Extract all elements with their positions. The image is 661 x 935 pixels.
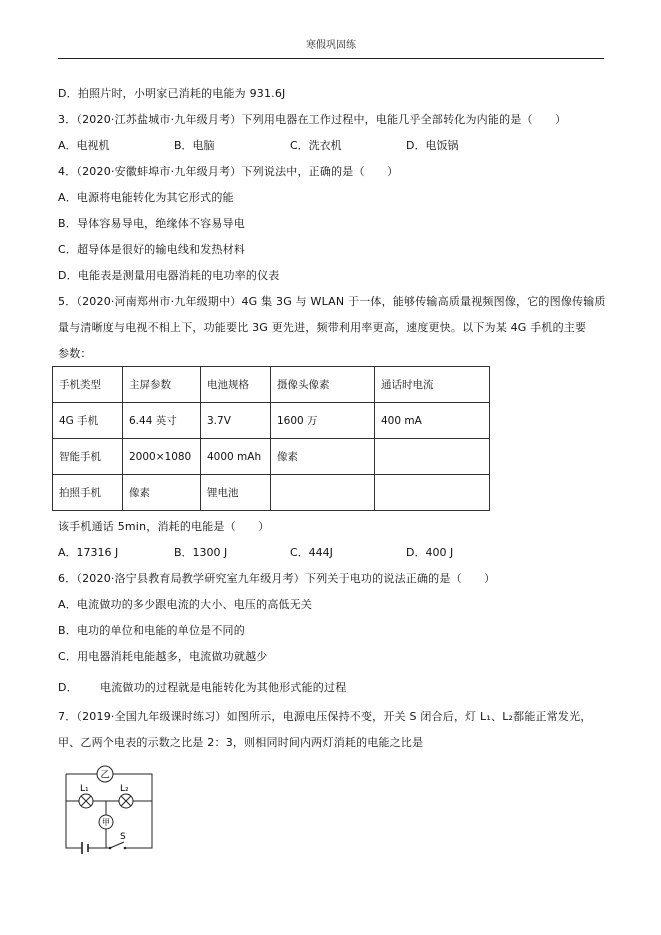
lamp2-label: L₂ <box>120 784 129 794</box>
q3-choice-d: D．电饭锅 <box>406 139 459 152</box>
switch-pivot <box>109 847 112 850</box>
lamp2-cross <box>121 796 131 806</box>
table-header-cell: 通话时电流 <box>375 367 490 403</box>
table-cell: 像素 <box>271 439 375 475</box>
meter-middle-label: 甲 <box>102 818 110 827</box>
table-header-cell: 摄像头像素 <box>271 367 375 403</box>
switch-label: S <box>120 832 126 842</box>
table-cell: 2000×1080 <box>123 439 201 475</box>
table-row <box>53 475 490 511</box>
q3-choice-a: A．电视机 <box>58 139 110 152</box>
table-cell: 智能手机 <box>53 439 123 475</box>
phone-params-table <box>52 366 490 511</box>
lamp1-label: L₁ <box>80 784 89 794</box>
q3-stem: 3．（2020·江苏盐城市·九年级月考）下列用电器在工作过程中，电能几乎全部转化为内能的是（ ） <box>58 113 567 126</box>
table-cell: 拍照手机 <box>53 475 123 511</box>
q7-stem-line2: 甲、乙两个电表的示数之比是 2：3，则相同时间内两灯消耗的电能之比是 <box>58 736 424 749</box>
q7-stem-line1: 7．（2019·全国九年级课时练习）如图所示，电源电压保持不变，开关 S 闭合后，灯 L₁、L₂都能正常发光， <box>58 710 592 723</box>
q2-option-d: D．拍照片时，小明家已消耗的电能为 931.6J <box>58 87 286 100</box>
q6-option-a: A．电流做功的多少跟电流的大小、电压的高低无关 <box>58 598 313 611</box>
q5-choice-b: B．1300 J <box>174 546 228 559</box>
q4-option-a: A．电源将电能转化为其它形式的能 <box>58 191 234 204</box>
battery-icon <box>82 842 88 854</box>
table-cell <box>375 475 490 511</box>
q5-stem-line3: 参数： <box>58 347 92 360</box>
q5-question: 该手机通话 5min，消耗的电能是（ ） <box>58 520 270 533</box>
q6-option-c: C．用电器消耗电能越多，电流做功就越少 <box>58 650 268 663</box>
q4-stem: 4．（2020·安徽蚌埠市·九年级月考）下列说法中，正确的是（ ） <box>58 165 399 178</box>
q5-stem-line2: 量与清晰度与电视不相上下，功能要比 3G 更先进，频带利用率更高，速度更快。以下为某 4G 手机的主要 <box>58 321 587 334</box>
lamp1-cross <box>81 796 91 806</box>
table-cell <box>271 475 375 511</box>
table-cell <box>375 439 490 475</box>
q4-option-d: D．电能表是测量用电器消耗的电功率的仪表 <box>58 269 280 282</box>
meter-top-label: 乙 <box>100 770 110 781</box>
switch-icon <box>110 842 124 848</box>
table-header-cell: 主屏参数 <box>123 367 201 403</box>
table-cell: 4G 手机 <box>53 403 123 439</box>
table-cell: 1600 万 <box>271 403 375 439</box>
table-header-cell: 电池规格 <box>201 367 271 403</box>
q5-stem-line1: 5．（2020·河南郑州市·九年级期中）4G 集 3G 与 WLAN 于一体，能够传输高质量视频图像，它的图像传输质 <box>58 295 606 308</box>
q6-option-d-label: D． <box>58 681 78 694</box>
q5-choice-c: C．444J <box>290 546 333 559</box>
q5-choice-d: D．400 J <box>406 546 454 559</box>
table-cell: 6.44 英寸 <box>123 403 201 439</box>
table-cell: 锂电池 <box>201 475 271 511</box>
q3-choice-b: B．电脑 <box>174 139 215 152</box>
table-cell: 4000 mAh <box>201 439 271 475</box>
q4-option-c: C．超导体是很好的输电线和发热材料 <box>58 243 246 256</box>
q6-option-b: B．电功的单位和电能的单位是不同的 <box>58 624 245 637</box>
table-cell: 400 mA <box>375 403 490 439</box>
table-header-cell: 手机类型 <box>53 367 123 403</box>
header-title: 寒假巩固练 <box>306 40 356 51</box>
q6-option-d <box>58 680 347 696</box>
table-row <box>53 403 490 439</box>
q5-choice-a: A．17316 J <box>58 546 119 559</box>
switch-contact <box>124 847 127 850</box>
page-header <box>58 36 604 59</box>
table-cell: 3.7V <box>201 403 271 439</box>
q6-option-d-text: 电流做功的过程就是电能转化为其他形式能的过程 <box>100 681 347 694</box>
circuit-wire-top <box>66 774 152 848</box>
table-row <box>53 439 490 475</box>
table-header-row <box>53 367 490 403</box>
circuit-diagram <box>58 762 162 854</box>
q4-option-b: B．导体容易导电，绝缘体不容易导电 <box>58 217 245 230</box>
q3-choice-c: C．洗衣机 <box>290 139 342 152</box>
table-cell: 像素 <box>123 475 201 511</box>
q6-stem: 6．（2020·洛宁县教育局教学研究室九年级月考）下列关于电功的说法正确的是（ ） <box>58 572 496 585</box>
